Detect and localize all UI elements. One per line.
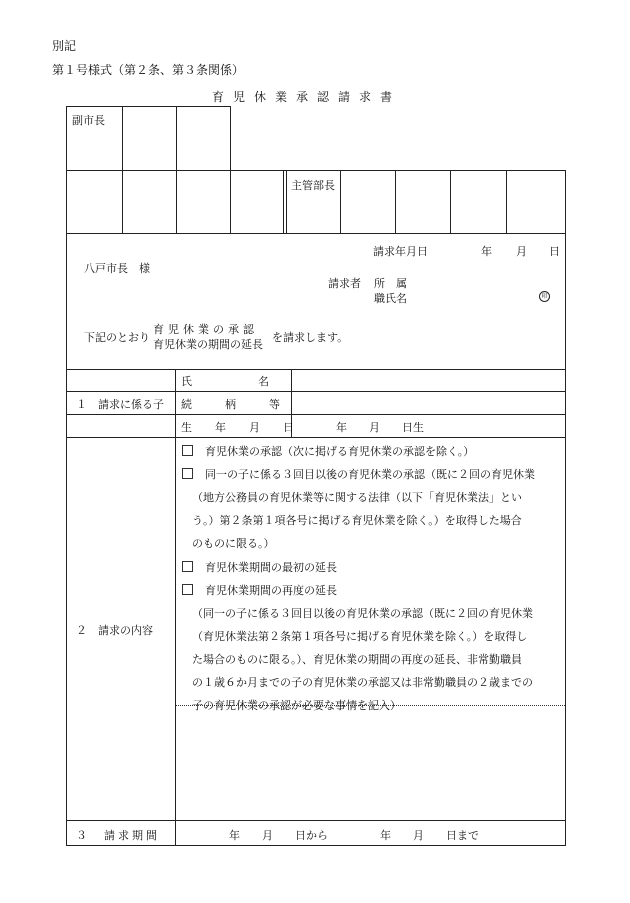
content-line-text: （同一の子に係る３回目以後の育児休業の承認（既に２回の育児休業 <box>192 606 533 620</box>
form-number: 第１号様式（第２条、第３条関係） <box>52 63 245 77</box>
position-name-label: 職氏名 <box>374 292 407 305</box>
vice-mayor-label: 副市長 <box>72 114 105 127</box>
content-option <box>182 582 337 598</box>
content-line-text: （育児休業法第２条第１項各号に掲げる育児休業を除く。）を取得し <box>192 629 528 643</box>
manager-label: 主管部長 <box>291 179 335 192</box>
content-option <box>182 443 474 459</box>
checkbox-icon[interactable] <box>182 561 193 572</box>
section-child-label: １ 請求に係る子 <box>76 398 164 411</box>
child-birth-label: 生 年 月 日 <box>181 421 300 434</box>
section-content-label: ２ 請求の内容 <box>76 624 153 637</box>
child-name-label: 氏 名 <box>181 375 269 388</box>
period-from: 年 月 日から <box>229 829 328 842</box>
section-period-label: ３ 請求期間 <box>76 829 160 842</box>
content-note-line <box>192 512 522 528</box>
content-line-text: （地方公務員の育児休業等に関する法律（以下「育児休業法」とい <box>192 491 522 505</box>
period-to: 年 月 日まで <box>380 829 479 842</box>
request-option-approval: 育児休業の承認 <box>153 323 258 336</box>
content-line-text: う。）第２条第１項各号に掲げる育児休業を除く。）を取得した場合 <box>192 514 522 528</box>
content-option <box>182 466 535 482</box>
content-line-text: 子の育児休業の承認が必要な事情を記入） <box>192 699 401 713</box>
content-note-line <box>192 697 401 713</box>
request-date-label: 請求年月日 <box>373 245 428 258</box>
request-month-label: 月 <box>516 245 527 258</box>
checkbox-icon[interactable] <box>182 445 193 456</box>
content-note-line <box>192 674 533 690</box>
child-birth-value: 年 月 日生 <box>336 421 424 434</box>
request-text-after: を請求します。 <box>272 331 349 344</box>
content-line-text: 育児休業期間の再度の延長 <box>205 583 337 597</box>
content-line-text: のものに限る。） <box>192 537 275 551</box>
request-year-label: 年 <box>481 245 492 258</box>
content-note-line <box>192 651 522 667</box>
seal-mark: 印 <box>539 291 550 302</box>
appendix-label: 別記 <box>52 39 77 53</box>
content-line-text: 育児休業期間の最初の延長 <box>205 560 337 574</box>
content-note-line <box>192 489 522 505</box>
child-relation-label: 続 柄 等 <box>181 398 280 411</box>
addressee: 八戸市長 様 <box>84 262 150 275</box>
request-text-before: 下記のとおり <box>84 331 150 344</box>
affiliation-label: 所 属 <box>374 277 407 290</box>
request-day-label: 日 <box>549 245 560 258</box>
checkbox-icon[interactable] <box>182 584 193 595</box>
content-line-text: 同一の子に係る３回目以後の育児休業の承認（既に２回の育児休業 <box>205 468 535 482</box>
content-note-line <box>192 535 275 551</box>
content-line-text: の１歳６か月までの子の育児休業の承認又は非常勤職員の２歳までの <box>192 676 533 689</box>
content-option <box>182 559 337 575</box>
content-line-text: 育児休業の承認（次に掲げる育児休業の承認を除く。） <box>205 445 475 458</box>
requester-label: 請求者 <box>328 277 361 290</box>
form-title: 育児休業承認請求書 <box>212 90 402 104</box>
checkbox-icon[interactable] <box>182 468 193 479</box>
content-note-line <box>192 628 527 644</box>
content-line-text: た場合のものに限る。）、育児休業の期間の再度の延長、非常勤職員 <box>192 652 522 666</box>
request-option-extension: 育児休業の期間の延長 <box>153 338 263 351</box>
content-note-line <box>192 605 533 621</box>
